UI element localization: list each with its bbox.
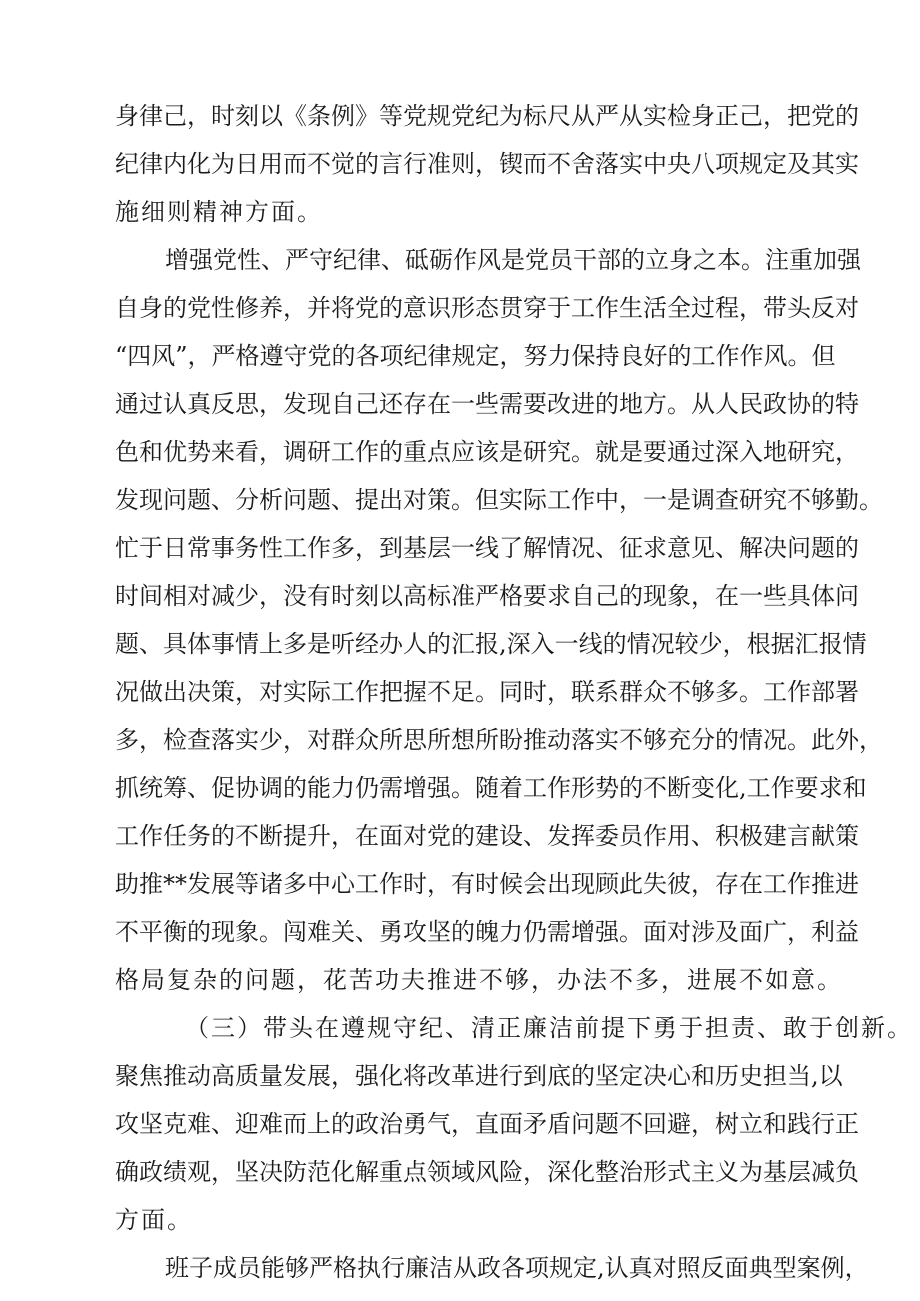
text-line: 多，检查落实少，对群众所思所想所盼推动落实不够充分的情况。此外， — [115, 726, 883, 754]
text-line: 不平衡的现象。闯难关、勇攻坚的魄力仍需增强。面对涉及面广，利益 — [115, 918, 859, 946]
text-line: 确政绩观，坚决防范化解重点领域风险，深化整治形式主义为基层减负 — [115, 1158, 859, 1186]
text-line: 施细则精神方面。 — [115, 198, 323, 226]
text-line: 方面。 — [115, 1206, 193, 1234]
text-line: 抓统筹、促协调的能力仍需增强。随着工作形势的不断变化,工作要求和 — [115, 774, 867, 802]
text-line: 格局复杂的问题，花苦功夫推进不够，办法不多，进展不如意。 — [115, 966, 843, 994]
text-line: 忙于日常事务性工作多，到基层一线了解情况、征求意见、解决问题的 — [115, 534, 859, 562]
text-line: 工作任务的不断提升，在面对党的建设、发挥委员作用、积极建言献策 — [115, 822, 859, 850]
text-line: 通过认真反思，发现自己还存在一些需要改进的地方。从人民政协的特 — [115, 390, 859, 418]
text-line: 聚焦推动高质量发展，强化将改革进行到底的坚定决心和历史担当,以 — [115, 1062, 843, 1090]
paragraph-first-line: 增强党性、严守纪律、砥砺作风是党员干部的立身之本。注重加强 — [165, 246, 861, 274]
text-line: 攻坚克难、迎难而上的政治勇气，直面矛盾问题不回避，树立和践行正 — [115, 1110, 859, 1138]
paragraph-first-line: 班子成员能够严格执行廉洁从政各项规定,认真对照反面典型案例， — [165, 1254, 869, 1282]
text-line: 身律己，时刻以《条例》等党规党纪为标尺从严从实检身正己，把党的 — [115, 102, 859, 130]
text-line: 发现问题、分析问题、提出对策。但实际工作中，一是调查研究不够勤。 — [115, 486, 883, 514]
text-line: 自身的党性修养，并将党的意识形态贯穿于工作生活全过程，带头反对 — [115, 294, 859, 322]
text-line: 时间相对减少，没有时刻以高标准严格要求自己的现象，在一些具体问 — [115, 582, 859, 610]
section-heading: （三）带头在遵规守纪、清正廉洁前提下勇于担责、敢于创新。 — [185, 1014, 913, 1042]
text-line: 纪律内化为日用而不觉的言行准则，锲而不舍落实中央八项规定及其实 — [115, 150, 859, 178]
text-line: 况做出决策，对实际工作把握不足。同时，联系群众不够多。工作部署 — [115, 678, 859, 706]
text-line: 色和优势来看，调研工作的重点应该是研究。就是要通过深入地研究， — [115, 438, 859, 466]
text-line: “四风”，严格遵守党的各项纪律规定，努力保持良好的工作作风。但 — [115, 342, 836, 370]
text-line: 助推**发展等诸多中心工作时，有时候会出现顾此失彼，存在工作推进 — [115, 870, 859, 898]
text-line: 题、具体事情上多是听经办人的汇报,深入一线的情况较少，根据汇报情 — [115, 630, 867, 658]
